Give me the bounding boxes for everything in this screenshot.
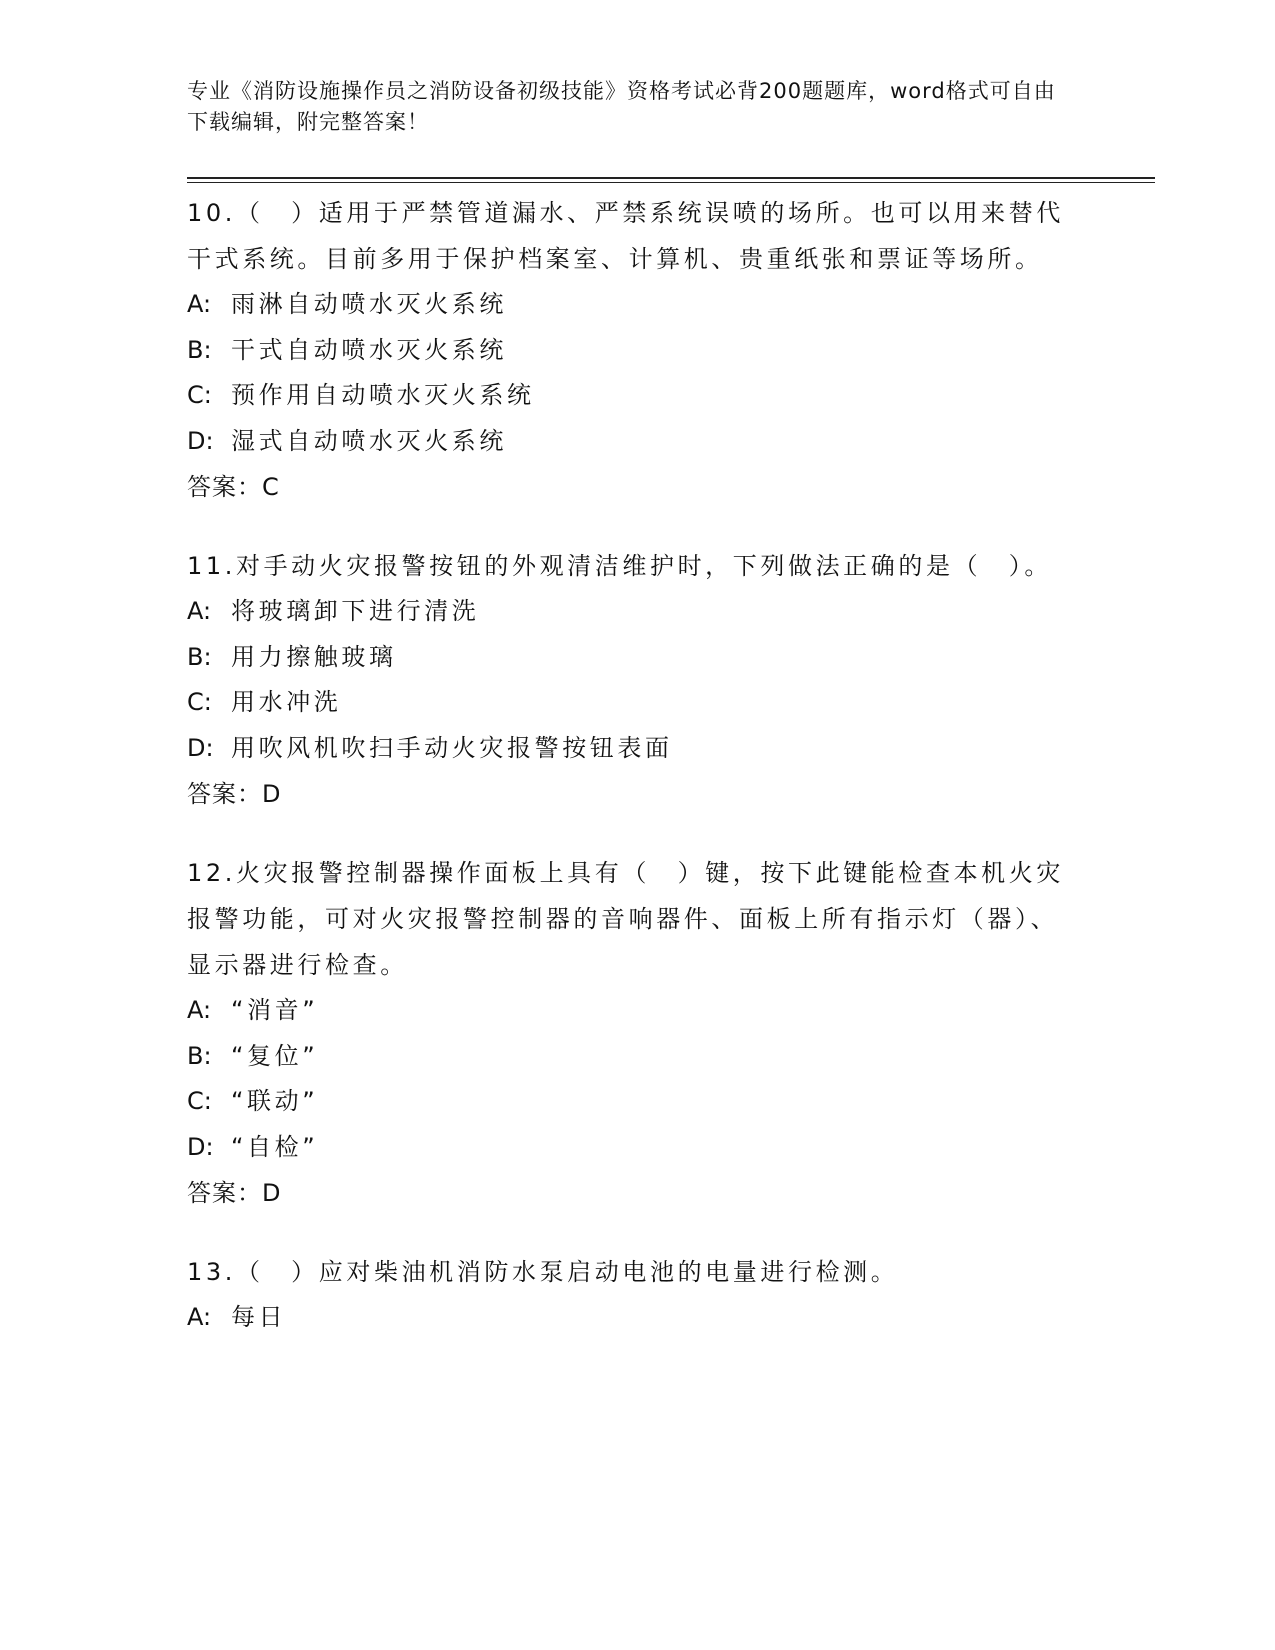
option-key: B:	[187, 1041, 212, 1070]
question-stem: 13.（ ）应对柴油机消防水泵启动电池的电量进行检测。	[187, 1258, 899, 1286]
option-key: C:	[187, 688, 212, 716]
option-text: 湿式自动喷水灭火系统	[231, 426, 507, 455]
option-d	[187, 726, 1067, 772]
option-text: 预作用自动喷水灭火系统	[231, 381, 535, 409]
option-c	[187, 1079, 1067, 1125]
option-c	[187, 680, 1067, 726]
option-b	[187, 328, 1067, 374]
question-stem: 10.（ ）适用于严禁管道漏水、严禁系统误喷的场所。也可以用来替代干式系统。目前多用于保护档案室、计算机、贵重纸张和票证等场所。	[187, 199, 1064, 273]
option-key: A:	[187, 1303, 212, 1331]
option-key: D:	[187, 426, 214, 455]
question-11	[187, 543, 1067, 817]
option-key: D:	[187, 733, 214, 762]
header-divider-thin	[187, 182, 1155, 183]
option-key: C:	[187, 1087, 212, 1115]
option-key: D:	[187, 1132, 214, 1161]
option-text: 用吹风机吹扫手动火灾报警按钮表面	[231, 733, 673, 762]
question-10	[187, 190, 1067, 510]
option-a	[187, 589, 1067, 635]
option-text: 干式自动喷水灭火系统	[231, 335, 507, 364]
option-d	[187, 419, 1067, 465]
option-text: “复位”	[231, 1041, 319, 1070]
question-13	[187, 1249, 1067, 1341]
option-b	[187, 635, 1067, 681]
option-key: A:	[187, 290, 212, 318]
option-key: A:	[187, 597, 212, 625]
option-c	[187, 373, 1067, 419]
option-text: 雨淋自动喷水灭火系统	[231, 290, 507, 318]
option-text: “联动”	[231, 1087, 319, 1115]
option-text: 每日	[231, 1303, 287, 1331]
answer-line: 答案：D	[187, 780, 282, 808]
option-text: 将玻璃卸下进行清洗	[231, 597, 480, 625]
question-12	[187, 850, 1067, 1216]
option-a	[187, 988, 1067, 1034]
document-header: 专业《消防设施操作员之消防设备初级技能》资格考试必背200题题库，word格式可自由下载编辑，附完整答案！	[187, 79, 1056, 134]
option-key: A:	[187, 996, 212, 1024]
option-text: 用力擦触玻璃	[231, 642, 397, 671]
option-b	[187, 1034, 1067, 1080]
option-key: B:	[187, 642, 212, 671]
option-a	[187, 282, 1067, 328]
option-a	[187, 1295, 1067, 1341]
question-stem: 11.对手动火灾报警按钮的外观清洁维护时，下列做法正确的是（ ）。	[187, 552, 1052, 580]
option-text: “消音”	[231, 996, 319, 1024]
header-divider-thick	[187, 177, 1155, 179]
option-text: “自检”	[231, 1132, 319, 1161]
option-text: 用水冲洗	[231, 688, 342, 716]
question-stem: 12.火灾报警控制器操作面板上具有（ ）键，按下此键能检查本机火灾报警功能，可对火灾报警控制器的音响器件、面板上所有指示灯（器）、显示器进行检查。	[187, 859, 1064, 979]
question-list	[187, 190, 1067, 1374]
answer-line: 答案：C	[187, 473, 280, 501]
answer-line: 答案：D	[187, 1179, 282, 1207]
option-key: C:	[187, 381, 212, 409]
option-d	[187, 1125, 1067, 1171]
option-key: B:	[187, 335, 212, 364]
